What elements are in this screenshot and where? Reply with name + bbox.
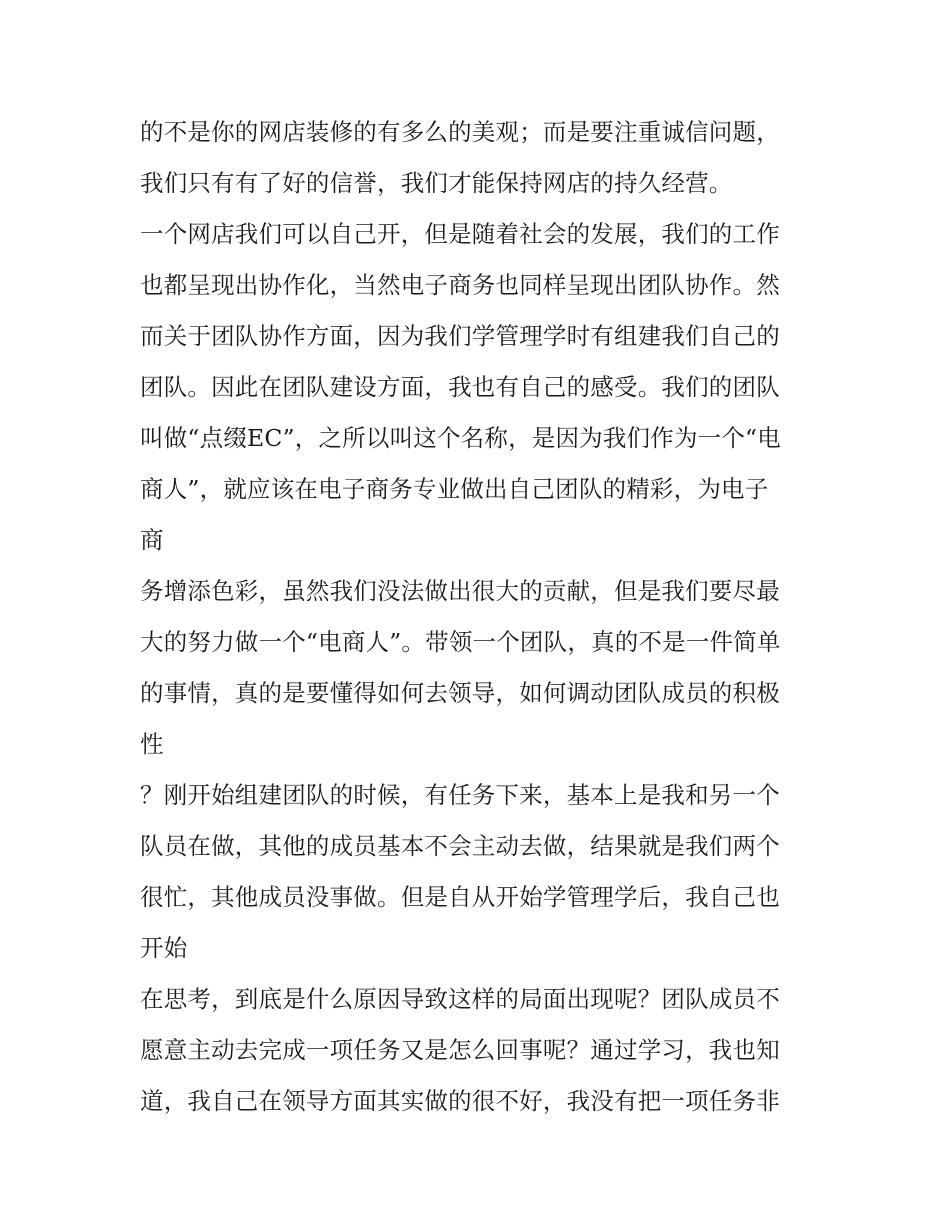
text-line: 也都呈现出协作化，当然电子商务也同样呈现出团队协作。然: [140, 271, 780, 299]
text-line: 叫做“点缀EC”，之所以叫这个名称，是因为我们作为一个“电: [140, 424, 781, 452]
text-line: 一个网店我们可以自己开，但是随着社会的发展，我们的工作: [140, 220, 780, 248]
text-line: 团队。因此在团队建设方面，我也有自己的感受。我们的团队: [140, 373, 780, 401]
text-line: 愿意主动去完成一项任务又是怎么回事呢？通过学习，我也知: [140, 1036, 780, 1064]
text-line: 商人”，就应该在电子商务专业做出自己团队的精彩，为电子: [140, 475, 769, 503]
text-line: 性: [140, 730, 164, 758]
text-line: 的事情，真的是要懂得如何去领导，如何调动团队成员的积极: [140, 679, 780, 707]
text-line: ？刚开始组建团队的时候，有任务下来，基本上是我和另一个: [140, 781, 780, 809]
text-line: 在思考，到底是什么原因导致这样的局面出现呢？团队成员不: [140, 985, 780, 1013]
text-line: 务增添色彩，虽然我们没法做出很大的贡献，但是我们要尽最: [140, 577, 780, 605]
text-line: 我们只有有了好的信誉，我们才能保持网店的持久经营。: [140, 169, 733, 197]
body-text: [140, 107, 820, 1127]
text-line: 商: [140, 526, 164, 554]
text-line: 很忙，其他成员没事做。但是自从开始学管理学后，我自己也: [140, 883, 780, 911]
text-line: 队员在做，其他的成员基本不会主动去做，结果就是我们两个: [140, 832, 780, 860]
text-line: 开始: [140, 934, 188, 962]
text-line: 道，我自己在领导方面其实做的很不好，我没有把一项任务非: [140, 1087, 780, 1115]
text-line: 的不是你的网店装修的有多么的美观；而是要注重诚信问题，: [140, 118, 780, 146]
text-line: 而关于团队协作方面，因为我们学管理学时有组建我们自己的: [140, 322, 780, 350]
text-line: 大的努力做一个“电商人”。带领一个团队，真的不是一件简单: [140, 628, 781, 656]
